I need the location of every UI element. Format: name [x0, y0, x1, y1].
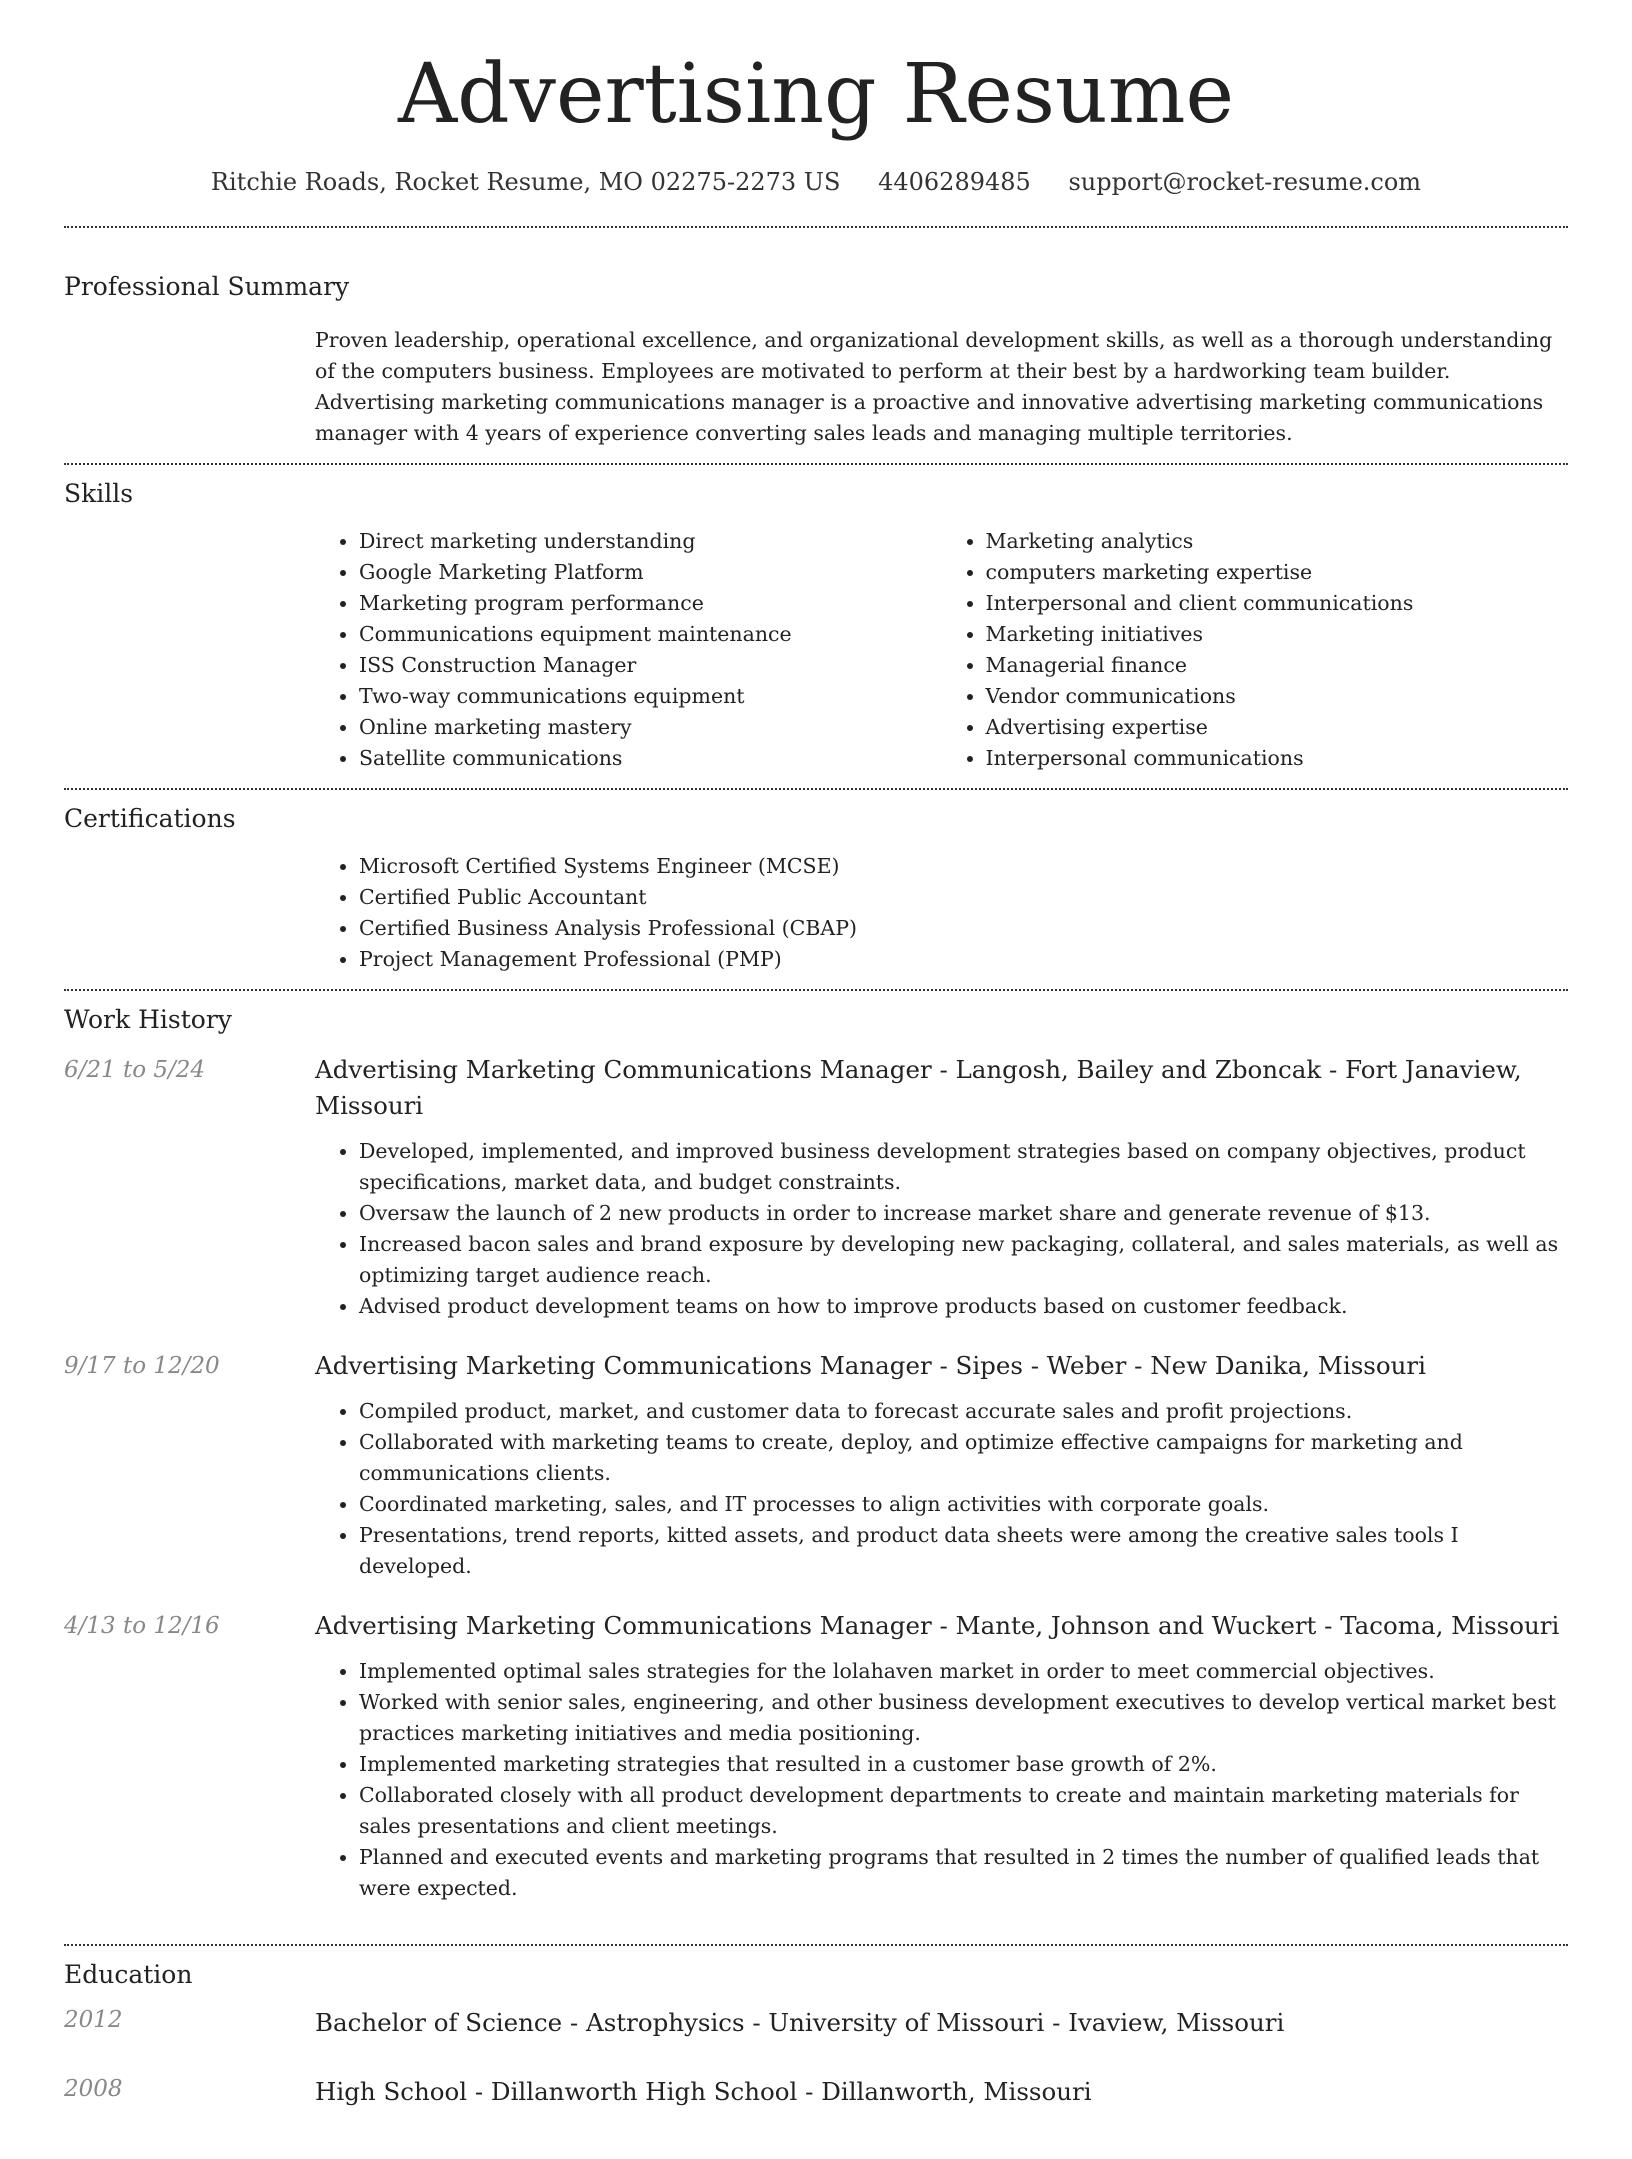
skill-item: • Managerial finance [986, 650, 1569, 681]
job-title: Advertising Marketing Communications Manager - Sipes - Weber - New Danika, Missouri [315, 1351, 1426, 1381]
education-title: High School - Dillanworth High School - Dillanworth, Missouri [315, 2077, 1092, 2107]
summary-section [64, 228, 1568, 463]
job-bullet: • Implemented marketing strategies that resulted in a customer base growth of 2%. [359, 1749, 1568, 1780]
resume-header [64, 0, 1568, 196]
job-bullet: • Increased bacon sales and brand exposure by developing new packaging, collateral, and sales materials, as well as optimizing target audience reach. [359, 1229, 1568, 1291]
education-entry [64, 2076, 1568, 2107]
job-bullet: • Collaborated closely with all product development departments to create and maintain marketing materials for sales presentations and client meetings. [359, 1780, 1568, 1842]
resume-title: Advertising Resume [397, 47, 1235, 142]
education-entry [64, 2007, 1568, 2038]
contact-address: Ritchie Roads, Rocket Resume, MO 02275-2273 US [210, 168, 841, 197]
skills-section [64, 465, 1568, 788]
certification-item: • Certified Business Analysis Professional (CBAP) [359, 913, 1568, 944]
job-bullet: • Advised product development teams on how to improve products based on customer feedback. [359, 1291, 1568, 1322]
job-entry [64, 1608, 1568, 1904]
job-dates: 4/13 to 12/16 [64, 1613, 220, 1640]
skills-list-right [942, 526, 1569, 774]
skills-list-left [315, 526, 942, 774]
education-list [64, 2007, 1568, 2107]
skills-heading: Skills [64, 479, 134, 509]
education-heading: Education [64, 1960, 193, 1990]
summary-heading: Professional Summary [64, 272, 350, 302]
skill-item: • Marketing analytics [986, 526, 1569, 557]
skill-item: • Communications equipment maintenance [359, 619, 942, 650]
job-list [64, 1052, 1568, 1904]
skill-item: • Two-way communications equipment [359, 681, 942, 712]
contact-email[interactable]: support@rocket-resume.com [1068, 168, 1422, 197]
job-bullet: • Collaborated with marketing teams to create, deploy, and optimize effective campaigns for marketing and communications clients. [359, 1427, 1568, 1489]
job-dates: 6/21 to 5/24 [64, 1057, 206, 1084]
skill-item: • Satellite communications [359, 743, 942, 774]
education-year: 2012 [64, 2007, 123, 2034]
job-dates: 9/17 to 12/20 [64, 1353, 220, 1380]
job-bullet: • Worked with senior sales, engineering, and other business development executives to develop vertical market best practices marketing initiatives and media positioning. [359, 1687, 1568, 1749]
certification-item: • Certified Public Accountant [359, 882, 1568, 913]
skill-item: • computers marketing expertise [986, 557, 1569, 588]
certifications-list [315, 851, 1568, 975]
skill-item: • Marketing initiatives [986, 619, 1569, 650]
job-entry [64, 1052, 1568, 1322]
skill-item: • Marketing program performance [359, 588, 942, 619]
contact-phone: 4406289485 [878, 168, 1031, 197]
job-entry [64, 1348, 1568, 1582]
skill-item: • Google Marketing Platform [359, 557, 942, 588]
skill-item: • Interpersonal and client communications [986, 588, 1569, 619]
certification-item: • Microsoft Certified Systems Engineer (MCSE) [359, 851, 1568, 882]
education-title: Bachelor of Science - Astrophysics - University of Missouri - Ivaview, Missouri [315, 2008, 1285, 2038]
certifications-section [64, 790, 1568, 989]
job-title: Advertising Marketing Communications Manager - Mante, Johnson and Wuckert - Tacoma, Missouri [315, 1611, 1560, 1641]
skill-item: • ISS Construction Manager [359, 650, 942, 681]
job-bullet: • Compiled product, market, and customer data to forecast accurate sales and profit projections. [359, 1396, 1568, 1427]
job-bullet: • Oversaw the launch of 2 new products in order to increase market share and generate revenue of $13. [359, 1198, 1568, 1229]
job-bullet: • Coordinated marketing, sales, and IT processes to align activities with corporate goals. [359, 1489, 1568, 1520]
skill-item: • Interpersonal communications [986, 743, 1569, 774]
work-history-section [64, 991, 1568, 1944]
job-bullets [315, 1136, 1568, 1322]
job-bullet: • Presentations, trend reports, kitted assets, and product data sheets were among the creative sales tools I developed. [359, 1520, 1568, 1582]
certification-item: • Project Management Professional (PMP) [359, 944, 1568, 975]
job-bullet: • Planned and executed events and marketing programs that resulted in 2 times the number of qualified leads that were expected. [359, 1842, 1568, 1904]
summary-text: Proven leadership, operational excellence, and organizational development skills, as well as a thorough understanding of the computers business. Employees are motivated to perform at their best by a hardworking team builder. Advertising marketing communications manager is a proactive and innovative advertising marketing communications manager with 4 years of experience converting sales leads and managing multiple territories. [315, 328, 1553, 446]
work-history-heading: Work History [64, 1005, 232, 1035]
job-bullets [315, 1396, 1568, 1582]
education-year: 2008 [64, 2076, 123, 2103]
contact-line [64, 168, 1568, 196]
skill-item: • Vendor communications [986, 681, 1569, 712]
job-bullets [315, 1656, 1568, 1904]
skill-item: • Advertising expertise [986, 712, 1569, 743]
job-bullet: • Developed, implemented, and improved business development strategies based on company objectives, product specifications, market data, and budget constraints. [359, 1136, 1568, 1198]
education-section [64, 1946, 1568, 2159]
job-title: Advertising Marketing Communications Manager - Langosh, Bailey and Zboncak - Fort Janaview, Missouri [315, 1055, 1522, 1121]
skill-item: • Online marketing mastery [359, 712, 942, 743]
job-bullet: • Implemented optimal sales strategies for the lolahaven market in order to meet commercial objectives. [359, 1656, 1568, 1687]
certifications-heading: Certifications [64, 804, 236, 834]
skill-item: • Direct marketing understanding [359, 526, 942, 557]
